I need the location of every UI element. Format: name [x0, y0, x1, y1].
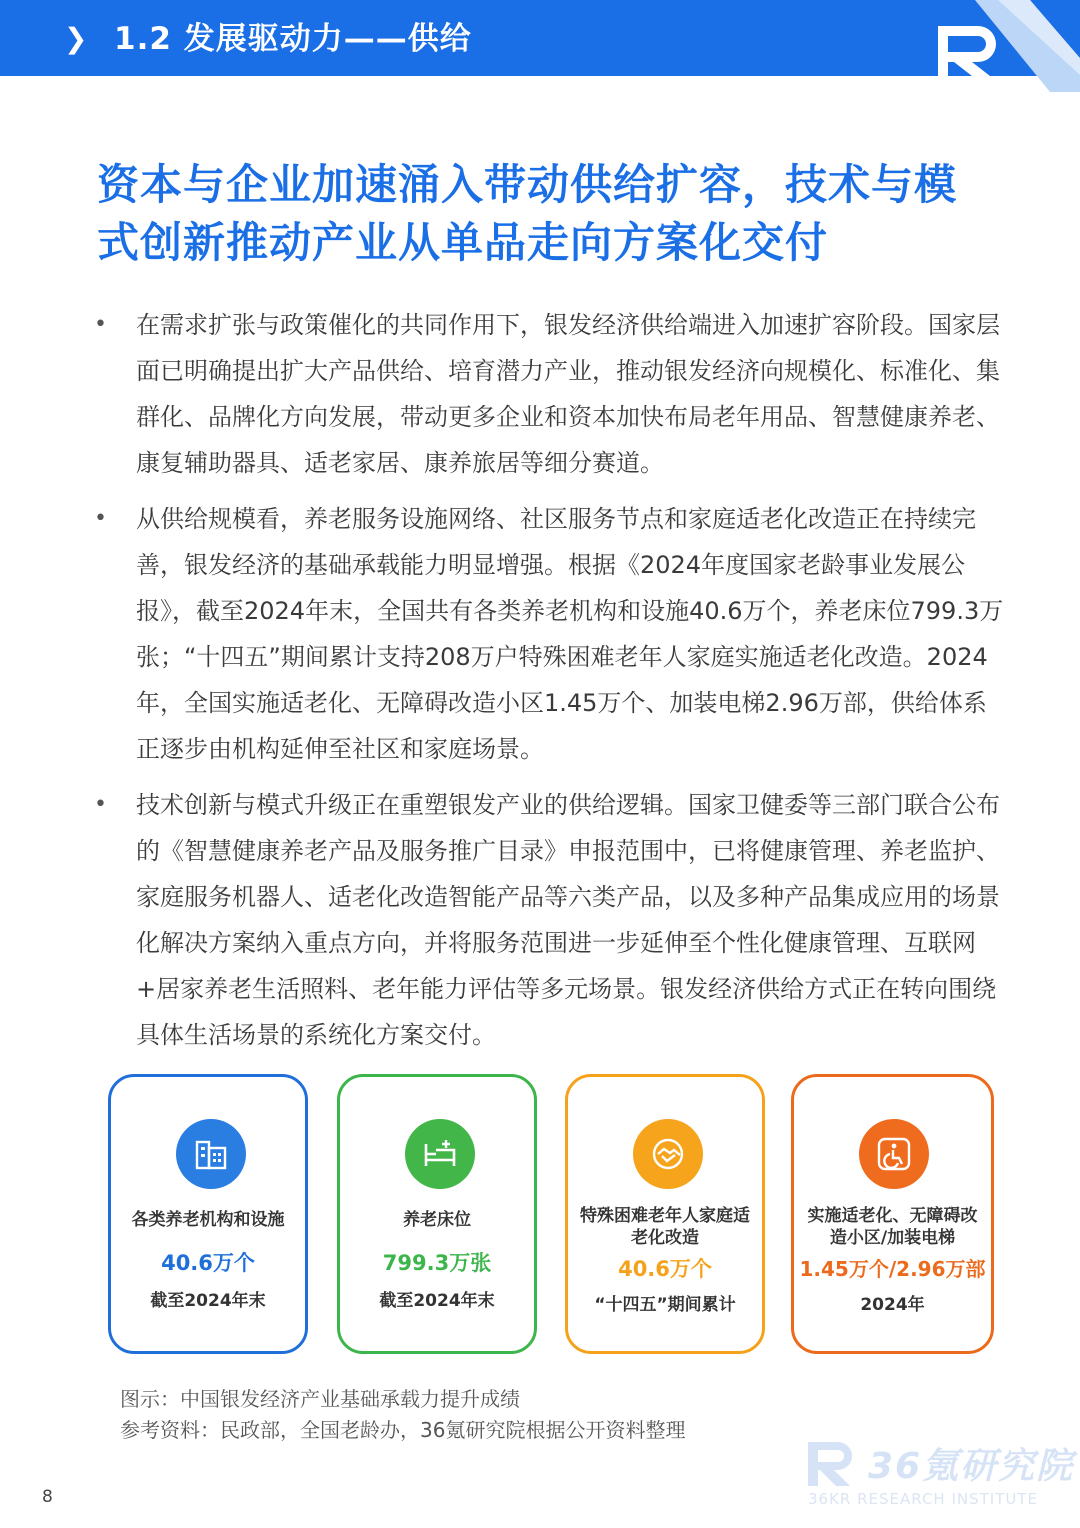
list-item — [90, 302, 1010, 486]
bullet-list — [90, 302, 1010, 1068]
section-title: 1.2 发展驱动力——供给 — [114, 21, 472, 57]
card-value: 799.3万张 — [382, 1251, 492, 1275]
stat-card-accessibility — [791, 1074, 994, 1354]
bullet-dot: • — [94, 792, 107, 817]
bullet-dot: • — [94, 312, 107, 337]
card-note: 截至2024年末 — [379, 1291, 495, 1311]
figure-caption — [120, 1384, 685, 1446]
card-value: 1.45万个/2.96万部 — [799, 1257, 986, 1281]
card-value: 40.6万个 — [618, 1257, 712, 1281]
bullet-text: 技术创新与模式升级正在重塑银发产业的供给逻辑。国家卫健委等三部门联合公布的《智慧健康养老产品及服务推广目录》申报范围中，已将健康管理、养老监护、家庭服务机器人、适老化改造智能产品等六类产品，以及多种产品集成应用的场景化解决方案纳入重点方向，并将服务范围进一步延伸至个性化健康管理、互联网+居家养老生活照料、老年能力评估等多元场景。银发经济供给方式正在转向围绕具体生活场景的系统化方案交付。 — [136, 791, 1000, 1049]
brand-logo — [880, 0, 1080, 92]
card-label: 养老床位 — [403, 1210, 471, 1230]
wheelchair-icon — [859, 1119, 929, 1189]
handshake-icon — [633, 1119, 703, 1189]
bullet-text: 从供给规模看，养老服务设施网络、社区服务节点和家庭适老化改造正在持续完善，银发经济的基础承载能力明显增强。根据《2024年度国家老龄事业发展公报》，截至2024年末，全国共有各类养老机构和设施40.6万个，养老床位799.3万张；“十四五”期间累计支持208万户特殊困难老年人家庭实施适老化改造。2024年，全国实施适老化、无障碍改造小区1.45万个、加装电梯2.96万部，供给体系正逐步由机构延伸至社区和家庭场景。 — [136, 505, 1004, 763]
watermark-logo-icon — [804, 1438, 864, 1490]
caption-figure: 图示：中国银发经济产业基础承载力提升成绩 — [120, 1387, 520, 1411]
list-item — [90, 496, 1010, 772]
page-title: 资本与企业加速涌入带动供给扩容，技术与模式创新推动产业从单品走向方案化交付 — [97, 160, 958, 267]
bed-icon — [405, 1119, 475, 1189]
list-item — [90, 782, 1010, 1058]
watermark-name: 36氪研究院 — [868, 1446, 1075, 1487]
bullet-dot: • — [94, 506, 107, 531]
stat-card-beds — [337, 1074, 537, 1354]
chevron-right-icon: ❯ — [64, 22, 88, 55]
page-number: 8 — [42, 1487, 53, 1507]
card-label: 各类养老机构和设施 — [131, 1210, 285, 1230]
stat-card-facilities — [108, 1074, 308, 1354]
stat-cards — [108, 1074, 994, 1360]
stat-card-renovation — [565, 1074, 765, 1354]
card-note: 2024年 — [860, 1295, 925, 1315]
card-note: “十四五”期间累计 — [594, 1295, 736, 1315]
caption-source: 参考资料：民政部，全国老龄办，36氪研究院根据公开资料整理 — [120, 1418, 686, 1442]
card-value: 40.6万个 — [161, 1251, 255, 1275]
card-label: 特殊困难老年人家庭适老化改造 — [580, 1206, 750, 1248]
building-icon — [176, 1119, 246, 1189]
card-label: 实施适老化、无障碍改造小区/加装电梯 — [807, 1206, 978, 1248]
watermark — [804, 1434, 1075, 1514]
watermark-subtitle: 36KR RESEARCH INSTITUTE — [808, 1490, 1039, 1508]
bullet-text: 在需求扩张与政策催化的共同作用下，银发经济供给端进入加速扩容阶段。国家层面已明确提出扩大产品供给、培育潜力产业，推动银发经济向规模化、标准化、集群化、品牌化方向发展，带动更多企业和资本加快布局老年用品、智慧健康养老、康复辅助器具、适老家居、康养旅居等细分赛道。 — [136, 311, 1000, 477]
card-note: 截至2024年末 — [150, 1291, 266, 1311]
